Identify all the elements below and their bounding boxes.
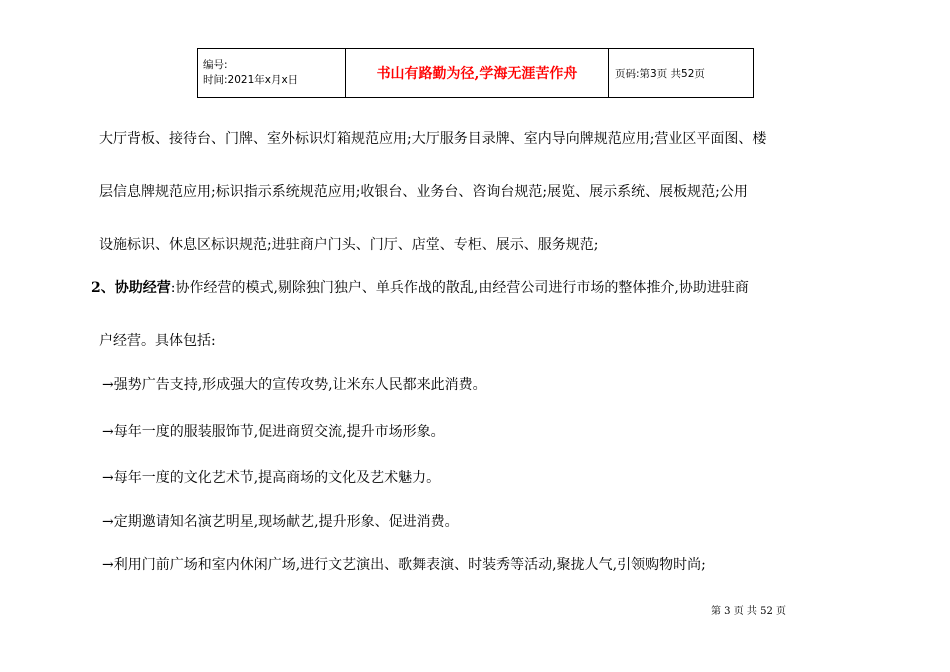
header-page-cell xyxy=(609,49,754,98)
body-line: 层信息牌规范应用;标识指示系统规范应用;收银台、业务台、咨询台规范;展览、展示系统、展板规范;公用 xyxy=(99,184,748,200)
motto-text: 书山有路勤为径,学海无涯苦作舟 xyxy=(376,66,578,82)
section-text: :协作经营的模式,剔除独门独户、单兵作战的散乱,由经营公司进行市场的整体推介,协助进驻商 xyxy=(170,280,749,296)
list-item: →定期邀请知名演艺明星,现场献艺,提升形象、促进消费。 xyxy=(102,514,459,530)
page-footer: 第 3 页 共 52 页 xyxy=(711,606,786,617)
section-paragraph xyxy=(91,279,749,297)
list-item: →强势广告支持,形成强大的宣传攻势,让米东人民都来此消费。 xyxy=(102,377,487,393)
header-info-cell xyxy=(198,49,346,98)
time-label: 时间:2021年x月x日 xyxy=(203,74,299,86)
list-item: →利用门前广场和室内休闲广场,进行文艺演出、歌舞表演、时装秀等活动,聚拢人气,引领购物时尚; xyxy=(102,557,706,573)
section-text-continued: 户经营。具体包括: xyxy=(99,333,216,349)
list-item: →每年一度的文化艺术节,提高商场的文化及艺术魅力。 xyxy=(102,470,441,486)
number-label: 编号: xyxy=(203,59,228,71)
list-item: →每年一度的服装服饰节,促进商贸交流,提升市场形象。 xyxy=(102,424,445,440)
body-line: 设施标识、休息区标识规范;进驻商户门头、门厅、店堂、专柜、展示、服务规范; xyxy=(99,237,599,253)
section-heading: 2、协助经营 xyxy=(91,280,171,296)
header-motto-cell xyxy=(346,49,609,98)
page-header xyxy=(197,48,754,98)
page-label: 页码:第3页 共52页 xyxy=(615,67,705,80)
body-line: 大厅背板、接待台、门牌、室外标识灯箱规范应用;大厅服务目录牌、室内导向牌规范应用;营业区平面图、楼 xyxy=(99,131,767,147)
